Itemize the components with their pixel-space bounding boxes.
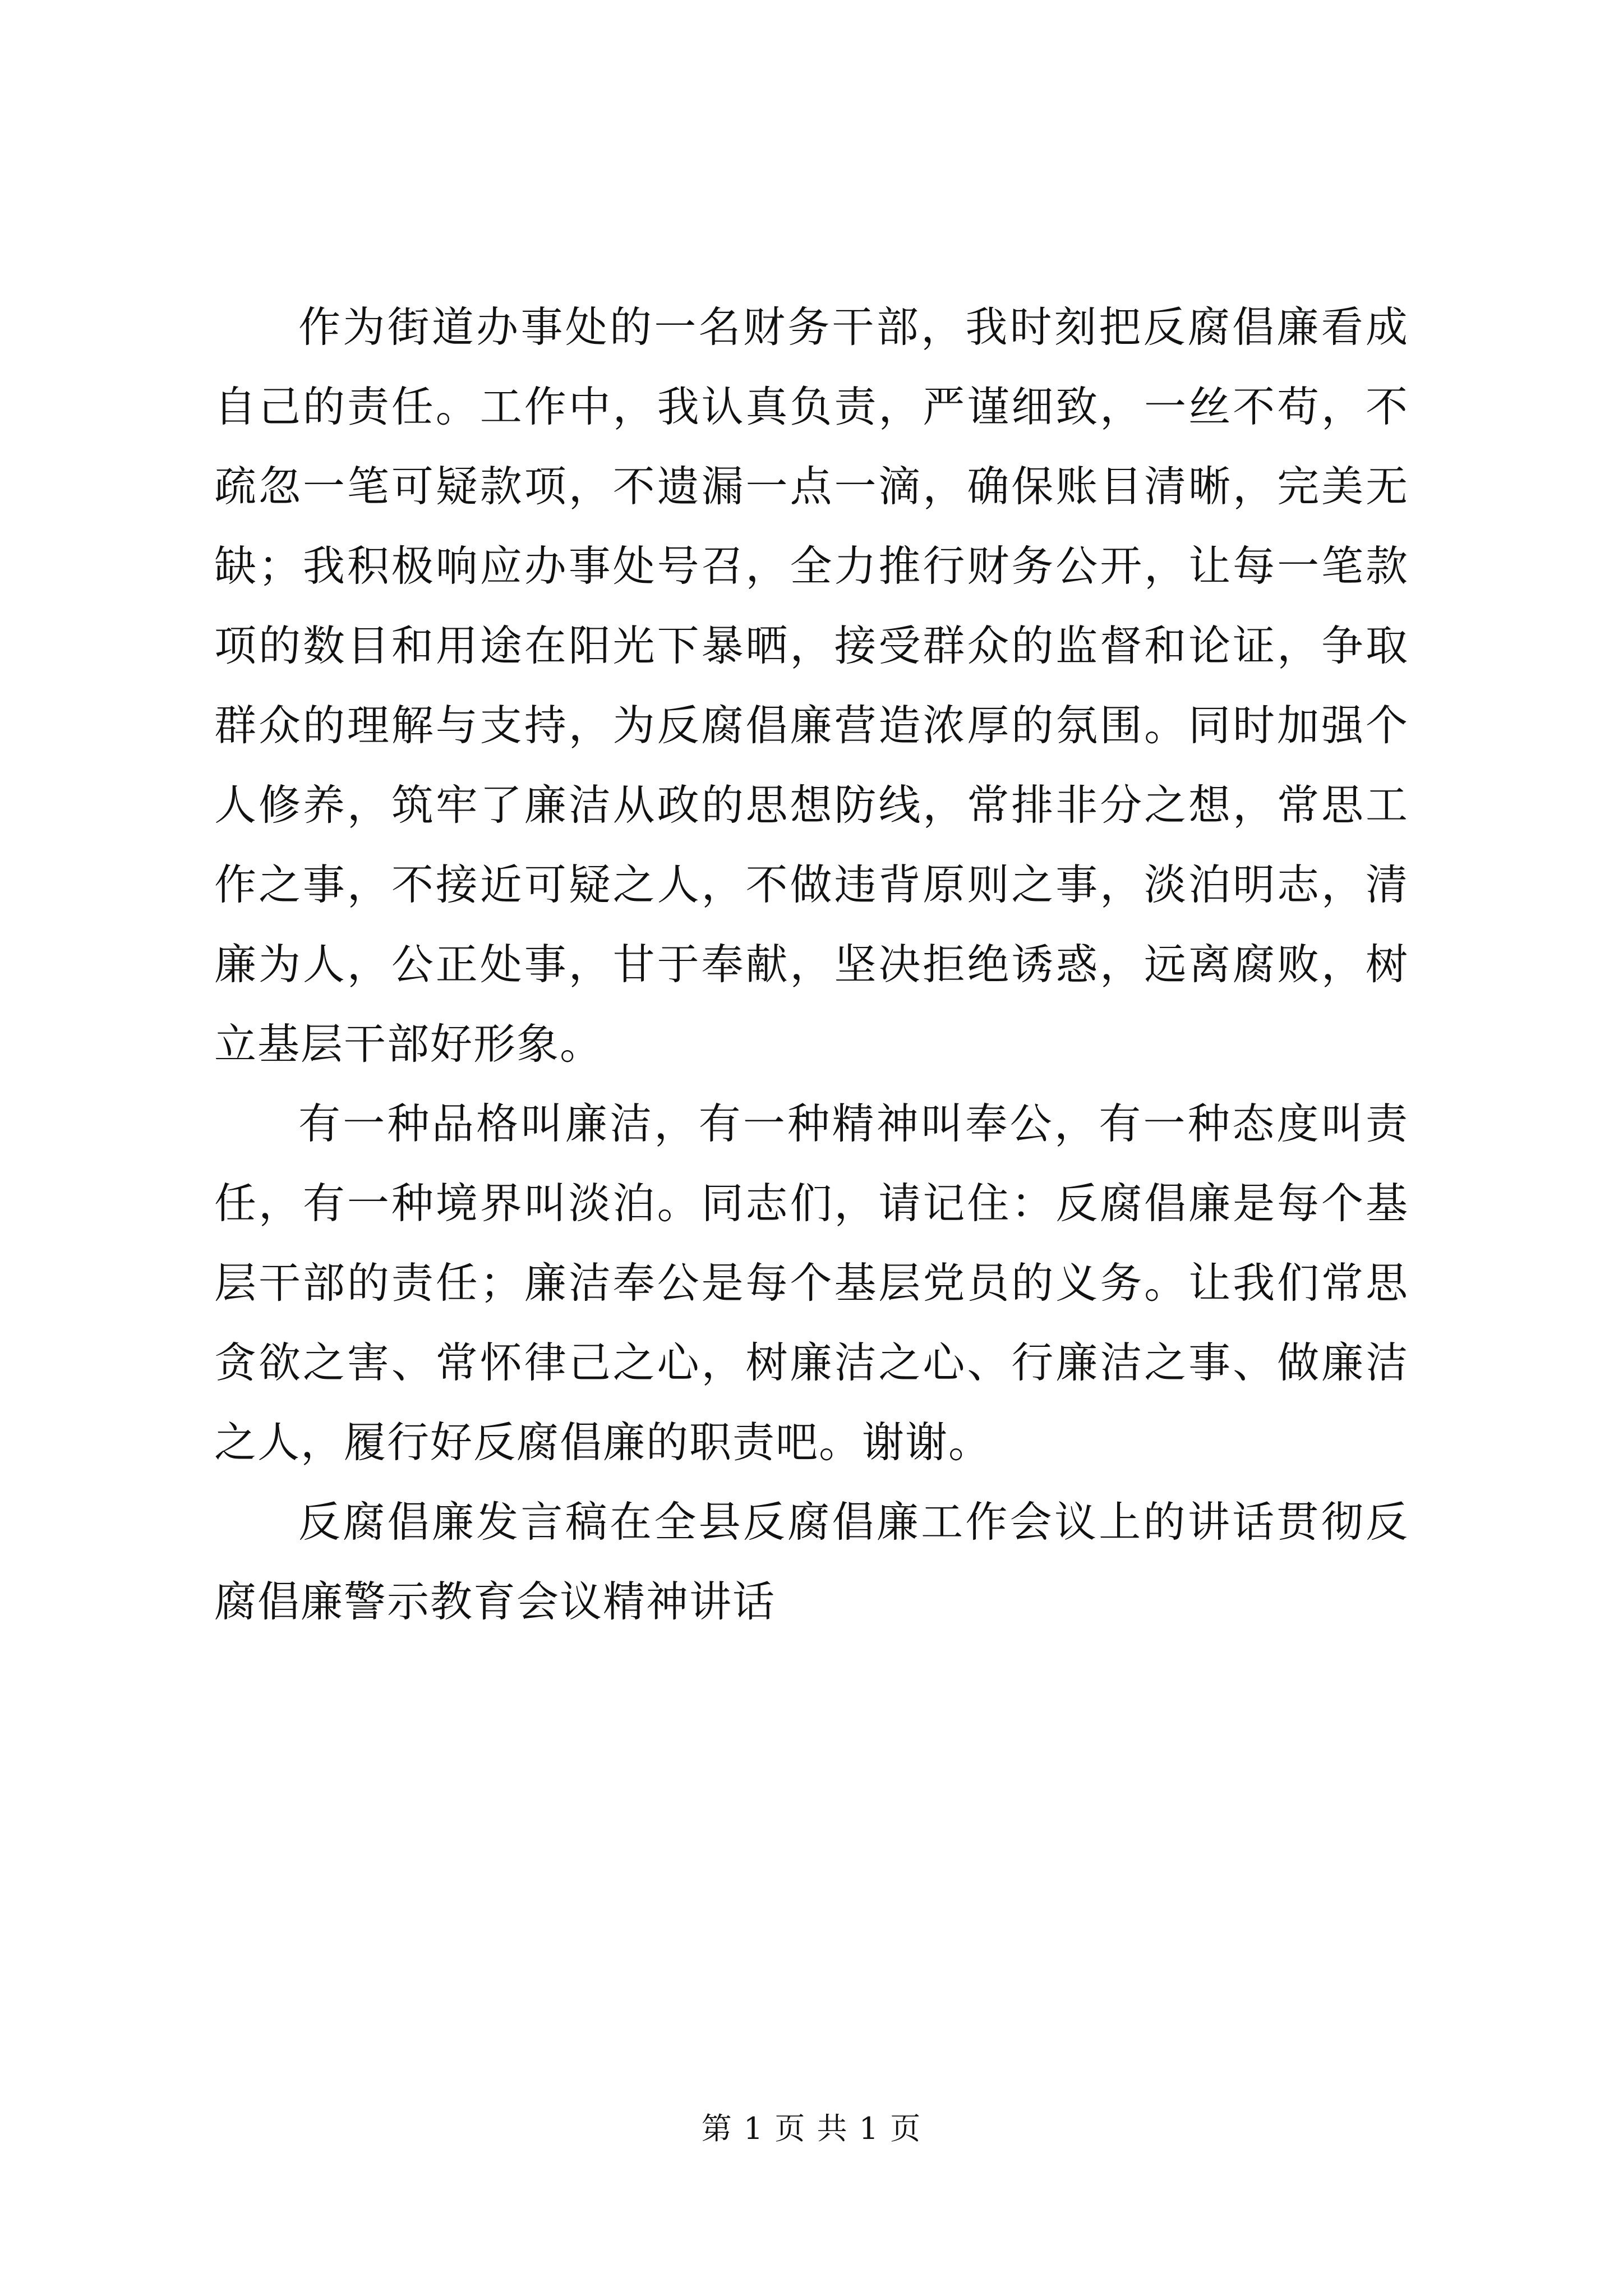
paragraph-2: 有一种品格叫廉洁，有一种精神叫奉公，有一种态度叫责任，有一种境界叫淡泊。同志们，请记住：反腐倡廉是每个基层干部的责任；廉洁奉公是每个基层党员的义务。让我们常思贪欲之害、常怀律己之心，树廉洁之心、行廉洁之事、做廉洁之人，履行好反腐倡廉的职责吧。谢谢。 bbox=[214, 1099, 1409, 1467]
document-body bbox=[214, 287, 1409, 1641]
page-footer: 第 1 页 共 1 页 bbox=[701, 2111, 922, 2146]
paragraph-1: 作为街道办事处的一名财务干部，我时刻把反腐倡廉看成自己的责任。工作中，我认真负责，严谨细致，一丝不苟，不疏忽一笔可疑款项，不遗漏一点一滴，确保账目清晰，完美无缺；我积极响应办事处号召，全力推行财务公开，让每一笔款项的数目和用途在阳光下暴晒，接受群众的监督和论证，争取群众的理解与支持，为反腐倡廉营造浓厚的氛围。同时加强个人修养，筑牢了廉洁从政的思想防线，常排非分之想，常思工作之事，不接近可疑之人，不做违背原则之事，淡泊明志，清廉为人，公正处事，甘于奉献，坚决拒绝诱惑，远离腐败，树立基层干部好形象。 bbox=[214, 302, 1409, 1069]
paragraph-3: 反腐倡廉发言稿在全县反腐倡廉工作会议上的讲话贯彻反腐倡廉警示教育会议精神讲话 bbox=[214, 1497, 1409, 1626]
